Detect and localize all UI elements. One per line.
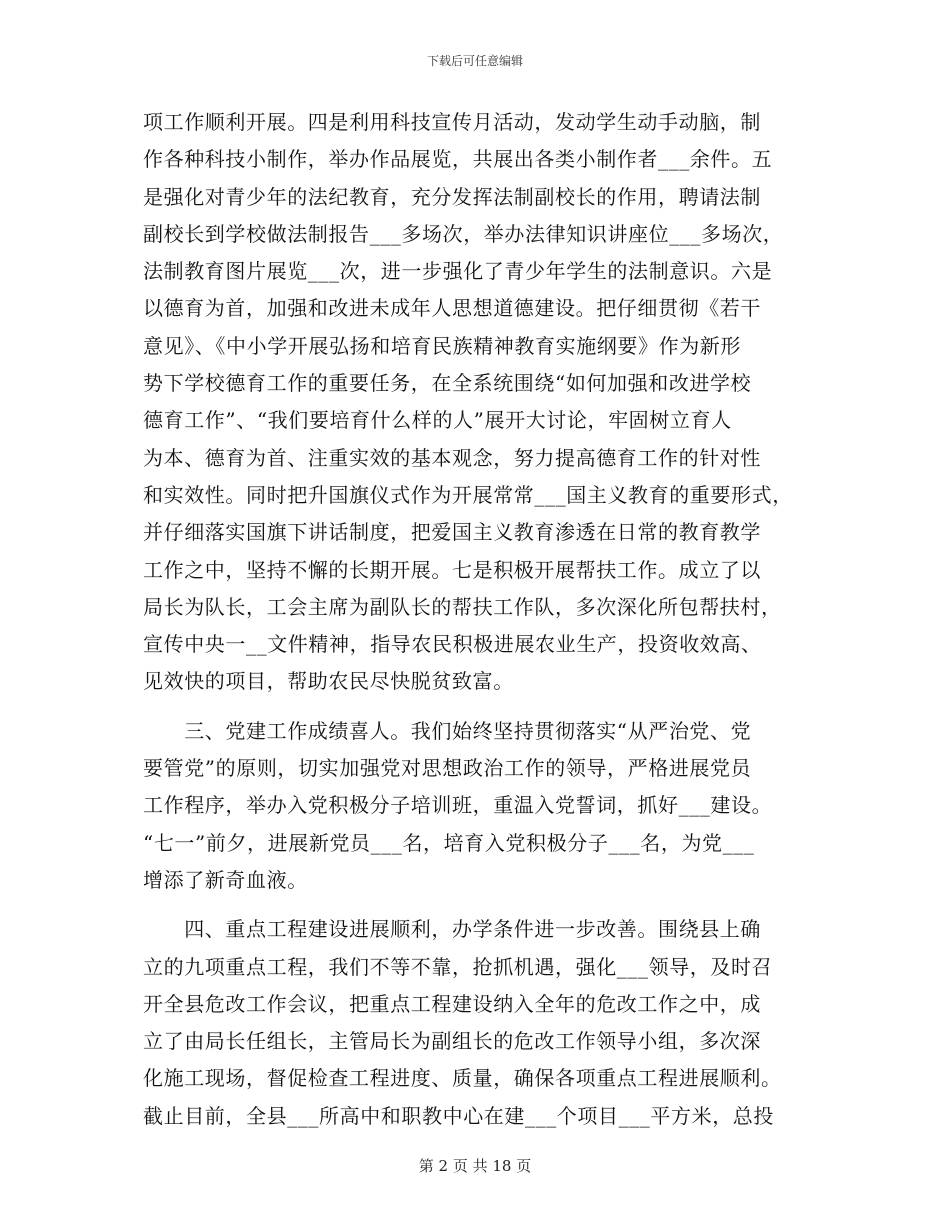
text-line: 和实效性。同时把升国旗仪式作为开展常常___国主义教育的重要形式， xyxy=(143,482,793,507)
text-line: 法制教育图片展览___次，进一步强化了青少年学生的法制意识。六是 xyxy=(143,259,773,284)
text-line: “七一”前夕，进展新党员___名，培育入党积极分子___名，为党___ xyxy=(143,830,755,855)
text-line: 立的九项重点工程，我们不等不靠，抢抓机遇，强化___领导，及时召 xyxy=(143,954,773,979)
text-line: 见效快的项目，帮助农民尽快脱贫致富。 xyxy=(143,669,514,694)
paragraph xyxy=(143,713,815,899)
text-line: 工作程序，举办入党积极分子培训班，重温入党誓词，抓好___建设。 xyxy=(143,793,773,818)
text-line: 四、重点工程建设进展顺利，办学条件进一步改善。围绕县上确 xyxy=(143,917,761,942)
text-line: 副校长到学校做法制报告___多场次，举办法律知识讲座位___多场次， xyxy=(143,221,784,246)
paragraph xyxy=(143,104,815,701)
text-line: 工作之中，坚持不懈的长期开展。七是积极开展帮扶工作。成立了以 xyxy=(143,557,761,582)
text-line: 以德育为首，加强和改进未成年人思想道德建设。把仔细贯彻《若干 xyxy=(143,296,761,321)
text-line: 宣传中央一__文件精神，指导农民积极进展农业生产，投资收效高、 xyxy=(143,632,762,657)
text-line: 三、党建工作成绩喜人。我们始终坚持贯彻落实“从严治党、党 xyxy=(143,718,752,743)
text-line: 局长为队长，工会主席为副队长的帮扶工作队，多次深化所包帮扶村， xyxy=(143,594,782,619)
text-line: 开全县危改工作会议，把重点工程建设纳入全年的危改工作之中，成 xyxy=(143,991,761,1016)
document-body xyxy=(143,104,815,1135)
text-line: 增添了新奇血液。 xyxy=(143,867,308,892)
text-line: 为本、德育为首、注重实效的基本观念，努力提高德育工作的针对性 xyxy=(143,445,761,470)
text-line: 势下学校德育工作的重要任务，在全系统围绕“如何加强和改进学校 xyxy=(143,371,752,396)
text-line: 并仔细落实国旗下讲话制度，把爱国主义教育渗透在日常的教育教学 xyxy=(143,520,761,545)
text-line: 化施工现场，督促检查工程进度、质量，确保各项重点工程进展顺利。 xyxy=(143,1066,782,1091)
text-line: 立了由局长任组长，主管局长为副组长的危改工作领导小组，多次深 xyxy=(143,1029,761,1054)
text-line: 作各种科技小制作，举办作品展览，共展出各类小制作者___余件。五 xyxy=(143,147,773,172)
paragraph-gap xyxy=(143,899,815,911)
paragraph xyxy=(143,911,815,1135)
page-header: 下载后可任意编辑 xyxy=(426,54,523,68)
page-number: 第 2 页 共 18 页 xyxy=(418,1157,532,1175)
text-line: 德育工作”、“我们要培育什么样的人”展开大讨论，牢固树立育人 xyxy=(143,408,732,433)
text-line: 截止目前，全县___所高中和职教中心在建___个项目___平方米，总投 xyxy=(143,1103,774,1128)
text-line: 项工作顺利开展。四是利用科技宣传月活动，发动学生动手动脑，制 xyxy=(143,110,761,134)
text-line: 是强化对青少年的法纪教育，充分发挥法制副校长的作用，聘请法制 xyxy=(143,184,761,209)
text-line: 意见》、《中小学开展弘扬和培育民族精神教育实施纲要》作为新形 xyxy=(143,333,741,358)
text-line: 要管党”的原则，切实加强党对思想政治工作的领导，严格进展党员 xyxy=(143,756,752,781)
paragraph-gap xyxy=(143,701,815,713)
